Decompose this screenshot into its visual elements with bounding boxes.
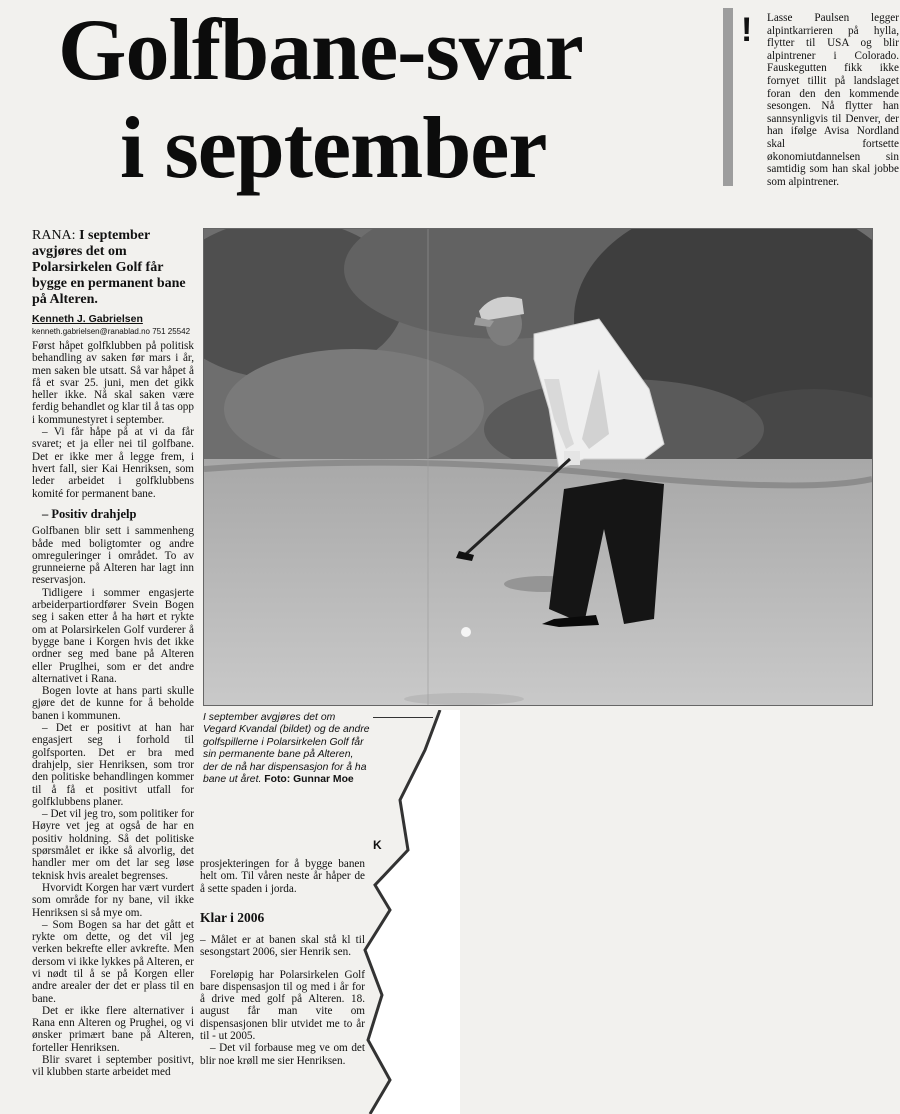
body-paragraph: – Vi får håpe på at vi da får svaret; et ja eller nei til golfbane. Det er ikke mer å legge frem, i hvert fall, sier Kai Henriksen, som leder arbeidet i golfklubbens komité for permanent bane. [32,426,194,500]
lead-paragraph [32,228,194,308]
column-intro [32,340,194,500]
column-body [32,508,194,1079]
body-paragraph: prosjekteringen for å bygge banen helt om. Til våren neste år håper de å sette spaden i jorda. [200,858,365,895]
byline [32,313,197,336]
dateline: RANA: [32,228,76,243]
body-paragraph: Blir svaret i september positivt, vil klubben starte arbeidet med [32,1054,194,1079]
body-paragraph: – Det er positivt at han har engasjert seg i forhold til golfsporten. Det er bra med drahjelp, sier Henriksen, som tror den politiske behandlingen kommer til å få et positivt utfall for golfklubbens planer. [32,722,194,808]
body-paragraph: Først håpet golfklubben på politisk behandling av saken før mars i år, men saken ble utsatt. Så var håpet å få et svar 25. juni, men det gikk heller ikke. Nå skal saken være ferdig behandlet og klar til å tas opp i kommunestyret i september. [32,340,194,426]
body-paragraph: Tidligere i sommer engasjerte arbeiderpartiordfører Svein Bogen seg i saken etter å ha hørt et rykte om at Polarsirkelen Golf vurderer å bygge bane i Korgen hvis det ikke ordner seg med bane på Alteren eller Pruglhei, som er det andre alternativet i Rana. [32,586,194,685]
headline-line-1: Golfbane-svar [58,2,583,99]
author-name: Kenneth J. Gabrielsen [32,313,143,325]
torn-page-edge [330,710,460,1114]
news-brief [723,8,899,188]
brief-sidebar-bar [723,8,733,186]
caption-text: I september avgjøres det om Vegard Kvandal (bildet) og de andre golfspillerne i Polarsirkelen Golf får sin permanente bane på Alteren, der de nå har dispensasjon for å ha bane ut året. [203,712,370,786]
subheading-klar-2006: Klar i 2006 [200,910,265,925]
body-paragraph: Det er ikke flere alternativer i Rana enn Alteren og Prughei, og vi ønsker primært bane på Alteren, forteller Henriksen. [32,1004,194,1054]
brief-text: Lasse Paulsen legger alpintkarrieren på hylla, flytter til USA og blir alpintrener i Colorado. Fauskegutten fikk ikke fornyet tillit på landslaget foran den den kommende sesongen. Nå flytter han sannsynligvis til Denver, der han ifølge Avisa Nordland skal fortsette økonomiutdannelsen sin samtidig som han skal jobbe som alpintrener. [767,12,899,188]
subheading-positiv-drahjelp: – Positiv drahjelp [42,507,137,521]
body-paragraph: Foreløpig har Polarsirkelen Golf bare dispensasjon til og med i år for å drive med golf på Alteren. 18. august får man vite om dispensasjonen blir utvidet me to år til - ut 2005. [200,968,365,1043]
photo-credit: Foto: Gunnar Moe [264,774,354,786]
headline [58,2,708,198]
column-fragment: K [373,838,382,852]
headline-line-2: i september [120,100,547,197]
body-paragraph: – Som Bogen sa har det gått et rykte om dette, og det vil jeg verken bekrefte eller avkrefte. Men dersom vi ikke lykkes på Alteren, er vi nødt til å se på Korgen eller andre arealer der det er plass til en bane. [32,918,194,1005]
author-contact: kenneth.gabrielsen@ranablad.no 751 25542 [32,327,191,336]
body-paragraph: – Det vil forbause meg ve om det blir noe krøll me sier Henriksen. [200,1042,365,1067]
body-paragraph: – Målet er at banen skal stå kl til sesongstart 2006, sier Henrik sen. [200,934,365,959]
body-paragraph: – Det vil jeg tro, som politiker for Høyre vet jeg at også de har en positiv holdning. Så det politiske spørsmålet er ikke så alvorlig, det handler mer om det lar seg løse teknisk hvis arealet begrenses. [32,808,194,882]
body-paragraph: Hvorvidt Korgen har vært vurdert som område for ny bane, vil ikke Henriksen si så mye om. [32,881,194,919]
golfer-photo-graphic [204,229,872,705]
golfer-photo [203,228,873,706]
body-paragraph: Bogen lovte at hans parti skulle gjøre det de kunne for å beholde banen i kommunen. [32,685,194,722]
exclamation-icon: ! [741,11,753,49]
body-paragraph: Golfbanen blir sett i sammenheng både med boligtomter og andre omreguleringer i området. To av grunneierne på Alteren har lagt inn reservasjon. [32,525,194,587]
lead-text: I september avgjøres det om Polarsirkelen Golf får bygge en permanent bane på Alteren. [32,228,186,307]
